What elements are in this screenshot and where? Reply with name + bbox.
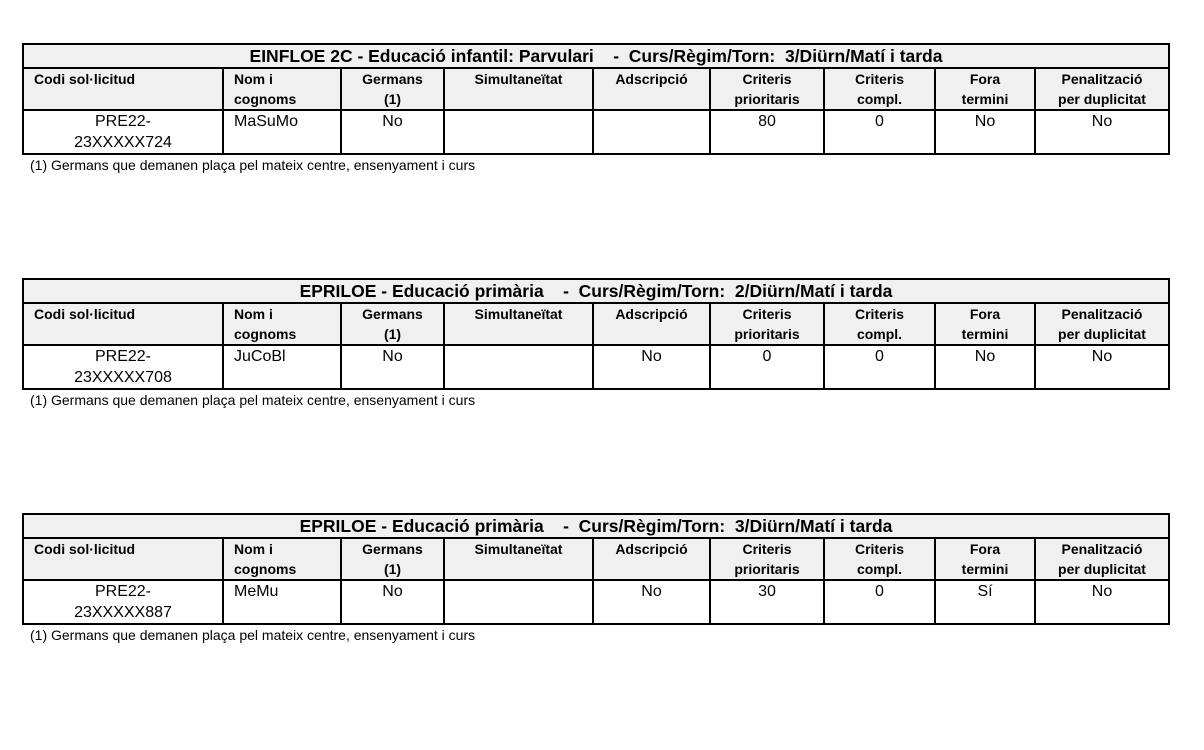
cell-compl: 0 <box>824 110 935 154</box>
cell-germans: No <box>341 580 444 624</box>
footnote: (1) Germans que demanen plaça pel mateix centre, ensenyament i curs <box>30 157 476 173</box>
header-row <box>23 68 1169 110</box>
col-header-fora: Fora termini <box>935 68 1035 110</box>
cell-nom: JuCoBl <box>223 345 341 389</box>
cell-simultaneitat <box>444 345 593 389</box>
col-header-nom: Nom i cognoms <box>223 303 341 345</box>
footnote: (1) Germans que demanen plaça pel mateix centre, ensenyament i curs <box>30 392 476 408</box>
cell-germans: No <box>341 110 444 154</box>
col-header-nom: Nom i cognoms <box>223 538 341 580</box>
col-header-germans: Germans (1) <box>341 303 444 345</box>
cell-prioritaris: 30 <box>710 580 824 624</box>
col-header-compl: Criteris compl. <box>824 538 935 580</box>
col-header-simultaneitat: Simultaneïtat <box>444 303 593 345</box>
cell-fora: No <box>935 110 1035 154</box>
col-header-fora: Fora termini <box>935 538 1035 580</box>
col-header-adscripcio: Adscripció <box>593 68 710 110</box>
cell-codi: PRE22- 23XXXXX724 <box>23 110 223 154</box>
results-table <box>22 278 1170 390</box>
col-header-compl: Criteris compl. <box>824 303 935 345</box>
cell-compl: 0 <box>824 345 935 389</box>
cell-codi: PRE22- 23XXXXX887 <box>23 580 223 624</box>
cell-nom: MaSuMo <box>223 110 341 154</box>
col-header-compl: Criteris compl. <box>824 68 935 110</box>
col-header-prioritaris: Criteris prioritaris <box>710 538 824 580</box>
col-header-adscripcio: Adscripció <box>593 538 710 580</box>
col-header-penal: Penalització per duplicitat <box>1035 538 1169 580</box>
col-header-nom: Nom i cognoms <box>223 68 341 110</box>
results-table <box>22 43 1170 155</box>
table-title: EPRILOE - Educació primària - Curs/Règim/Torn: 3/Diürn/Matí i tarda <box>23 514 1169 538</box>
col-header-penal: Penalització per duplicitat <box>1035 303 1169 345</box>
footnote: (1) Germans que demanen plaça pel mateix centre, ensenyament i curs <box>30 627 476 643</box>
cell-nom: MeMu <box>223 580 341 624</box>
table-title: EINFLOE 2C - Educació infantil: Parvulari - Curs/Règim/Torn: 3/Diürn/Matí i tarda <box>23 44 1169 68</box>
cell-penal: No <box>1035 110 1169 154</box>
col-header-simultaneitat: Simultaneïtat <box>444 538 593 580</box>
header-row <box>23 538 1169 580</box>
cell-simultaneitat <box>444 110 593 154</box>
col-header-adscripcio: Adscripció <box>593 303 710 345</box>
cell-penal: No <box>1035 580 1169 624</box>
cell-compl: 0 <box>824 580 935 624</box>
col-header-prioritaris: Criteris prioritaris <box>710 303 824 345</box>
col-header-codi: Codi sol·licitud <box>23 68 223 110</box>
table-row <box>23 110 1169 154</box>
results-table <box>22 513 1170 625</box>
cell-fora: No <box>935 345 1035 389</box>
cell-simultaneitat <box>444 580 593 624</box>
header-row <box>23 303 1169 345</box>
cell-adscripcio <box>593 110 710 154</box>
col-header-codi: Codi sol·licitud <box>23 538 223 580</box>
col-header-fora: Fora termini <box>935 303 1035 345</box>
table-title: EPRILOE - Educació primària - Curs/Règim/Torn: 2/Diürn/Matí i tarda <box>23 279 1169 303</box>
col-header-prioritaris: Criteris prioritaris <box>710 68 824 110</box>
cell-adscripcio: No <box>593 345 710 389</box>
cell-codi: PRE22- 23XXXXX708 <box>23 345 223 389</box>
application-table-1 <box>22 43 1168 174</box>
cell-penal: No <box>1035 345 1169 389</box>
cell-fora: Sí <box>935 580 1035 624</box>
col-header-germans: Germans (1) <box>341 538 444 580</box>
col-header-codi: Codi sol·licitud <box>23 303 223 345</box>
cell-prioritaris: 0 <box>710 345 824 389</box>
col-header-penal: Penalització per duplicitat <box>1035 68 1169 110</box>
application-table-2 <box>22 278 1168 409</box>
col-header-simultaneitat: Simultaneïtat <box>444 68 593 110</box>
table-row <box>23 580 1169 624</box>
table-row <box>23 345 1169 389</box>
cell-adscripcio: No <box>593 580 710 624</box>
application-table-3 <box>22 513 1168 644</box>
cell-germans: No <box>341 345 444 389</box>
col-header-germans: Germans (1) <box>341 68 444 110</box>
cell-prioritaris: 80 <box>710 110 824 154</box>
